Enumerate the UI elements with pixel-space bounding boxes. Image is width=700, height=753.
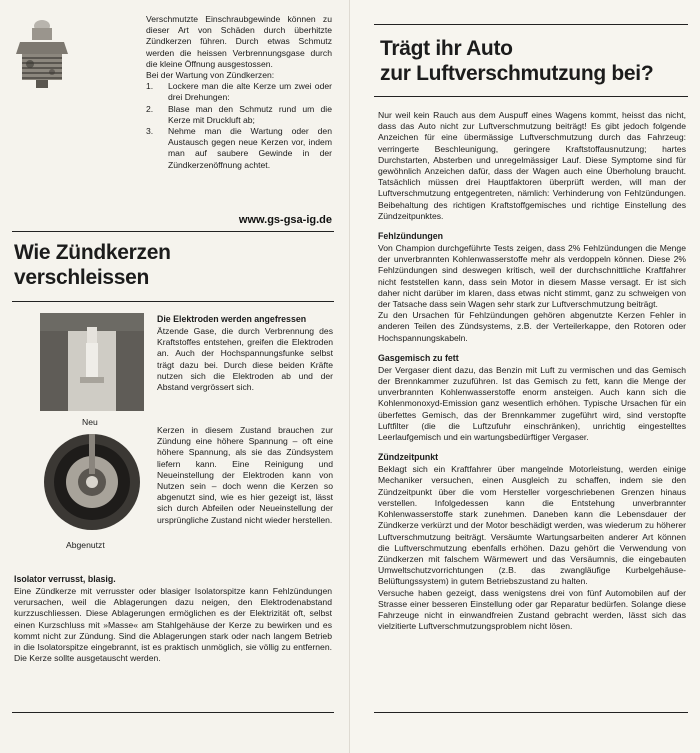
misfire-text: Von Champion durchgeführte Tests zeigen, dass 2% Fehlzündungen die Menge der unverbrannten Kohlenwasserstoffe mehr als verdoppeln können. Diese 2% Fehlzündungen sind deswegen kritisch, weil der durchschnittliche Kraftfahrer nicht feststellen kann, dass sein Motor in diesem Masse versagt. Er ist sich daher nicht darüber im klaren, dass etwas nicht stimmt, ganz zu schweigen von der Tatsache dass sein Wagen sehr stark zur Luftverschmutzung beiträgt. bbox=[378, 243, 686, 310]
section-heading: Isolator verrusst, blasig. bbox=[14, 574, 116, 584]
page-title-line2: verschleissen bbox=[14, 266, 150, 289]
timing-text: Beklagt sich ein Kraftfahrer über mangelnde Motorleistung, werden einige Mechaniker versuchen, einen Ausgleich zu schaffen, indem sie den Zündzeitpunkt über die vom Hersteller vorgeschriebenen Grenzen hinaus verstellen. Infolgedessen kann die Entstehung unverbrannter Kohlenwasserstoffe stark zunehmen. Daneben kann die Lebensdauer der Zündkerze verkürzt und der Motor beschädigt werden, was wiederum zu höherer Luftverschmutzung beiträgt. Versäumte Wartungsarbeiten anderer Art können die Luftverschmutzung ebenfalls erhöhen. Dazu gehört die Verwendung von Zündkerzen mit falschem Wärmewert und das Versäumnis, die eingebauten Umweltschutzvorrichtungen (z.B. das zwangläufige Kurbelgehäuse-Belüftungssystem) in gutem Betriebszustand zu halten. bbox=[378, 464, 686, 587]
dirty-thread-spark-plug-image bbox=[12, 14, 72, 92]
section-heading: Die Elektroden werden angefressen bbox=[157, 314, 307, 324]
step-number: 1. bbox=[146, 81, 154, 92]
isolator-text: Eine Zündkerze mit verrusster oder blasiger Isolatorspitze kann Fehlzündungen verursachen, weil die Ablagerungen dazu neigen, den Elektrodenabstand kurzzuschliessen. Diese Ablagerungen ermöglichen es der Elektrizität oft, selbst einen Kurzschluss mit »Masse« am Stahlgehäuse der Kerze zu bewirken und es kommt nicht zur Zündung. Sind die Ablagerungen stark oder nach langem Betrieb in die Isolatorspitze eingebrannt, ist es praktisch unmöglich, sie völlig zu entfernen. Die Kerze sollte ausgetauscht werden. bbox=[14, 586, 332, 664]
timing-conclusion-text: Versuche haben gezeigt, dass wenigstens drei von fünf Automobilen auf der Strasse einer besseren Einstellung oder gar Reparatur bedürfen. Solange diese Fahrzeuge nicht in einwandfreien Zustand gebracht werden, lässt sich das vielzitierte Luftverschmutzungsproblem nicht lösen. bbox=[378, 587, 686, 632]
website-link[interactable]: www.gs-gsa-ig.de bbox=[238, 214, 332, 226]
list-item bbox=[146, 104, 332, 126]
caption-new: Neu bbox=[82, 417, 98, 427]
step-text: Nehme man die Wartung oder den Austausch gegen neue Kerzen vor, indem man auf saubere Gewinde in der Zündkerzenöffnung achtet. bbox=[168, 126, 332, 170]
divider bbox=[12, 301, 334, 302]
divider bbox=[12, 231, 334, 232]
section-heading: Fehlzündungen bbox=[378, 231, 443, 242]
step-text: Lockere man die alte Kerze um zwei oder drei Drehungen: bbox=[168, 81, 332, 103]
electrodes-text: Ätzende Gase, die durch Verbrennung des Kraftstoffes entstehen, greifen die Elektroden an. Auch der Hochspannungsfunke selbst trägt dazu bei. Durch diese beiden Kräfte nutzen sich die Elektroden ab und der Abstand vergrössert sich. bbox=[157, 326, 333, 393]
right-page bbox=[350, 0, 700, 753]
step-number: 2. bbox=[146, 103, 154, 114]
dirty-thread-intro: Verschmutzte Einschraubgewinde können zu dieser Art von Schäden durch überhitzte Zündkerzen führen. Durch etwas Schmutz werden die heissen Verbrennungsgase durch die kleine Öffnung ausgestossen. bbox=[146, 14, 332, 69]
step-text: Blase man den Schmutz rund um die Kerze mit Druckluft ab; bbox=[168, 103, 332, 125]
step-number: 3. bbox=[146, 126, 154, 137]
new-spark-plug-image bbox=[40, 313, 144, 411]
misfire-causes-text: Zu den Ursachen für Fehlzündungen gehören abgenutzte Kerzen Fehler in anderen Teilen des Zündsystems, z.B. der Verteilerkappe, den Rotoren oder Hochspannungskabeln. bbox=[378, 310, 686, 343]
page-title: Trägt ihr Auto bbox=[380, 37, 513, 60]
page-title: Wie Zündkerzen bbox=[14, 241, 171, 264]
mixture-text: Der Vergaser dient dazu, das Benzin mit Luft zu vermischen und das Gemisch der Brennkammer zuzuführen. Ist das Gemisch zu fett, kann die Menge der unverbrannten Kohlenwasserstoffe enorm ansteigen. Auch kann sich die Kohlenmonoxyd-Emission ganz wesentlich erhöhen. Typische Ursachen für ein überfettes Gemisch, das der Brennkammer zugeführt wird, sind verstopfte Luftfilter (die die Luftzufuhr einschränken), unrichtig eingestelltes Leerlaufgemisch und ein wartungsbedürftiger Vergaser. bbox=[378, 364, 686, 443]
pollution-intro: Nur weil kein Rauch aus dem Auspuff eines Wagens kommt, heisst das nicht, dass das Auto nicht zur Luftverschmutzung beiträgt! Es gibt jedoch folgende Anzeichen für eine übermässige Luftverschmutzung durch das Fahrzeug: verringerte Beschleunigung, geringere Kraftstoffausnutzung; hartes Durchstarten, Absterben und unregelmässiger Lauf. Diese Symptome sind für gewöhnlich Anzeichen dafür, dass der Wagen auch eine Überholung braucht. Tatsächlich müssen drei Hauptfaktoren überprüft werden, will man der Luftverschmutzung entgegentreten, nämlich: Verhinderung von Fehlzündungen. Beibehaltung des richtigen Kraftstoffgemisches und richtige Einstellung des Zündzeitpunktes. bbox=[378, 110, 686, 221]
section-heading: Zündzeitpunkt bbox=[378, 452, 439, 463]
divider bbox=[374, 96, 688, 97]
divider bbox=[374, 712, 688, 713]
voltage-text: Kerzen in diesem Zustand brauchen zur Zündung eine höhere Spannung – oft eine höhere Spannung, als sie das Zündsystem liefern kann. Eine Reinigung und Neueinstellung der Elektroden kann von Nutzen sein – doch wenn die Kerzen so abgenutzt sind, wie es hier gezeigt ist, lässt sich durch Abfeilen oder Neueinstellung der ursprüngliche Zustand nicht wieder herstellen. bbox=[157, 425, 333, 525]
divider bbox=[12, 712, 334, 713]
maintenance-lead: Bei der Wartung von Zündkerzen: bbox=[146, 70, 275, 81]
section-heading: Gasgemisch zu fett bbox=[378, 352, 459, 363]
caption-worn: Abgenutzt bbox=[66, 540, 105, 550]
maintenance-steps bbox=[146, 81, 332, 171]
worn-spark-plug-image bbox=[40, 430, 144, 534]
list-item bbox=[146, 81, 332, 103]
list-item bbox=[146, 126, 332, 171]
page-title-line2: zur Luftverschmutzung bei? bbox=[380, 62, 654, 85]
divider bbox=[374, 24, 688, 25]
